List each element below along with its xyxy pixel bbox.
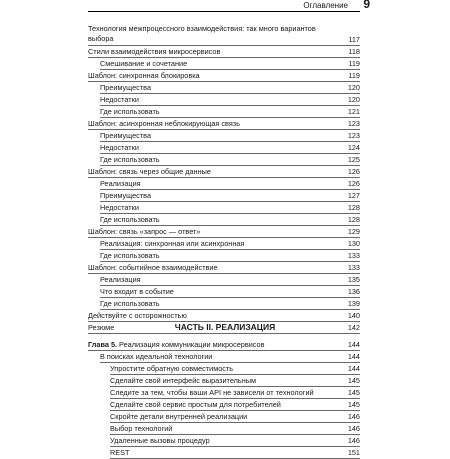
toc-entry [88,262,360,274]
toc-entry-page: 120 [347,95,360,104]
toc-entry-title: Преимущества [100,191,152,200]
toc-entry-page: 146 [347,412,360,421]
toc-entry [100,154,360,166]
toc-entry-page: 130 [347,239,360,248]
toc-entry-title: Реализация [100,179,141,188]
toc-entry-title: Удаленные вызовы процедур [110,436,210,445]
toc-entry [100,178,360,190]
toc-entry [100,190,360,202]
chapter-title: Реализация коммуникации микросервисов [117,340,265,349]
toc-entry-title: Выбор технологий [110,424,173,433]
toc-entry [88,118,360,130]
toc-entry-title: Сделайте свой интерфейс выразительным [110,376,256,385]
toc-entry-page: 126 [347,167,360,176]
toc-entry [100,214,360,226]
toc-entry [110,399,360,411]
toc-entry-page: 119 [348,71,360,80]
toc-entry [100,202,360,214]
toc-entry [100,286,360,298]
toc-entry-title: Упростите обратную совместимость [110,364,234,373]
toc-entry-page: 139 [347,299,360,308]
toc-entry [110,435,360,447]
toc-entry [100,106,360,118]
toc-entry-title [88,339,264,350]
toc-entry-page: 146 [347,436,360,445]
toc-entry-page: 133 [347,251,360,260]
toc-entry-title: Шаблон: синхронная блокировка [88,71,200,80]
toc-section-1 [88,24,360,334]
toc-entry-title: Недостатки [100,143,139,152]
toc-entry-title: В поисках идеальной технологии [100,352,213,361]
toc-entry [100,238,360,250]
toc-entry-page: 135 [347,275,360,284]
toc-entry-title: Преимущества [100,131,152,140]
toc-entry-page: 126 [347,179,360,188]
toc-entry [110,387,360,399]
toc-entry-title: Где использовать [100,155,160,164]
toc-entry-page: 129 [347,227,360,236]
page-header [88,0,368,13]
toc-entry [100,58,360,70]
toc-entry [110,447,360,459]
toc-entry-page: 124 [347,143,360,152]
running-header: Оглавление [303,1,348,10]
toc-entry-page: 118 [348,47,360,56]
toc-entry-page: 133 [347,263,360,272]
toc-entry-page: 145 [347,400,360,409]
toc-entry-page: 145 [347,388,360,397]
toc-entry-page: 123 [347,131,360,140]
toc-entry-title: Преимущества [100,83,152,92]
toc-entry-title: Где использовать [100,299,160,308]
toc-entry-page: 120 [347,83,360,92]
toc-entry-page: 151 [347,448,360,457]
toc-entry-title: Смешивание и сочетание [100,59,188,68]
toc-chapter-entry [88,339,360,351]
toc-entry-page: 140 [347,311,360,320]
toc-entry [110,375,360,387]
chapter-label: Глава 5. [88,340,118,349]
header-rule [88,11,360,12]
toc-entry-page: 145 [347,376,360,385]
toc-entry-title: Шаблон: событийное взаимодействие [88,263,218,272]
toc-entry-page: 119 [348,59,360,68]
toc-entry-title: Что входит в событие [100,287,174,296]
toc-entry-page: 117 [348,35,360,44]
toc-entry-title: Стили взаимодействия микросервисов [88,47,221,56]
toc-section-2 [88,339,360,459]
toc-entry [110,423,360,435]
toc-entry-title: Шаблон: асинхронная неблокирующая связь [88,119,240,128]
part-title: ЧАСТЬ II. РЕАЛИЗАЦИЯ [174,322,276,332]
toc-entry-title: Резюме [88,323,115,332]
toc-entry-title: Где использовать [100,251,160,260]
toc-entry-title: Скройте детали внутренней реализации [110,412,248,421]
toc-entry-page: 136 [347,287,360,296]
toc-entry [100,142,360,154]
toc-entry-page: 128 [347,203,360,212]
toc-entry-title: Реализация [100,275,141,284]
toc-entry [88,166,360,178]
toc-entry [100,94,360,106]
toc-entry-title: Технология межпроцессного взаимодействия: так много вариантов выбора [88,24,316,43]
toc-entry-title: Недостатки [100,203,139,212]
page-number: 9 [363,0,370,11]
toc-entry-title: Шаблон: связь через общие данные [88,167,211,176]
toc-section-2-entries [88,351,360,459]
toc-entry-page: 127 [347,191,360,200]
toc-entry-title: Реализация: синхронная или асинхронная [100,239,245,248]
toc-entry [110,363,360,375]
toc-entry-title: Где использовать [100,107,160,116]
toc-entry-title: Следите за тем, чтобы ваши API не зависели от технологий [110,388,314,397]
toc-entry [110,411,360,423]
toc-entry [100,298,360,310]
toc-entry-title: REST [110,448,130,457]
toc-entry [88,24,360,46]
toc-entry-title: Действуйте с осторожностью [88,311,187,320]
toc-entry [88,70,360,82]
toc-entry [100,351,360,363]
toc-entry [88,46,360,58]
toc-entry [100,274,360,286]
toc-entry-page: 144 [347,364,360,373]
toc-entry-page: 123 [347,119,360,128]
toc-entry [88,310,360,322]
toc-entry [100,250,360,262]
toc-entry-title: Сделайте свой сервис простым для потребителей [110,400,281,409]
toc-entry-page: 142 [347,323,360,332]
toc-entry-title: Где использовать [100,215,160,224]
toc-entry-page: 146 [347,424,360,433]
toc-entry [88,226,360,238]
toc-entry-page: 128 [347,215,360,224]
toc-entry-page: 125 [347,155,360,164]
toc-entry-title: Шаблон: связь «запрос — ответ» [88,227,201,236]
toc-entry-title: Недостатки [100,95,139,104]
toc-entry [100,82,360,94]
toc-entry-page: 144 [347,352,360,361]
toc-entry [100,130,360,142]
toc-entry-page: 121 [347,107,360,116]
toc-entry-page: 144 [347,340,360,349]
